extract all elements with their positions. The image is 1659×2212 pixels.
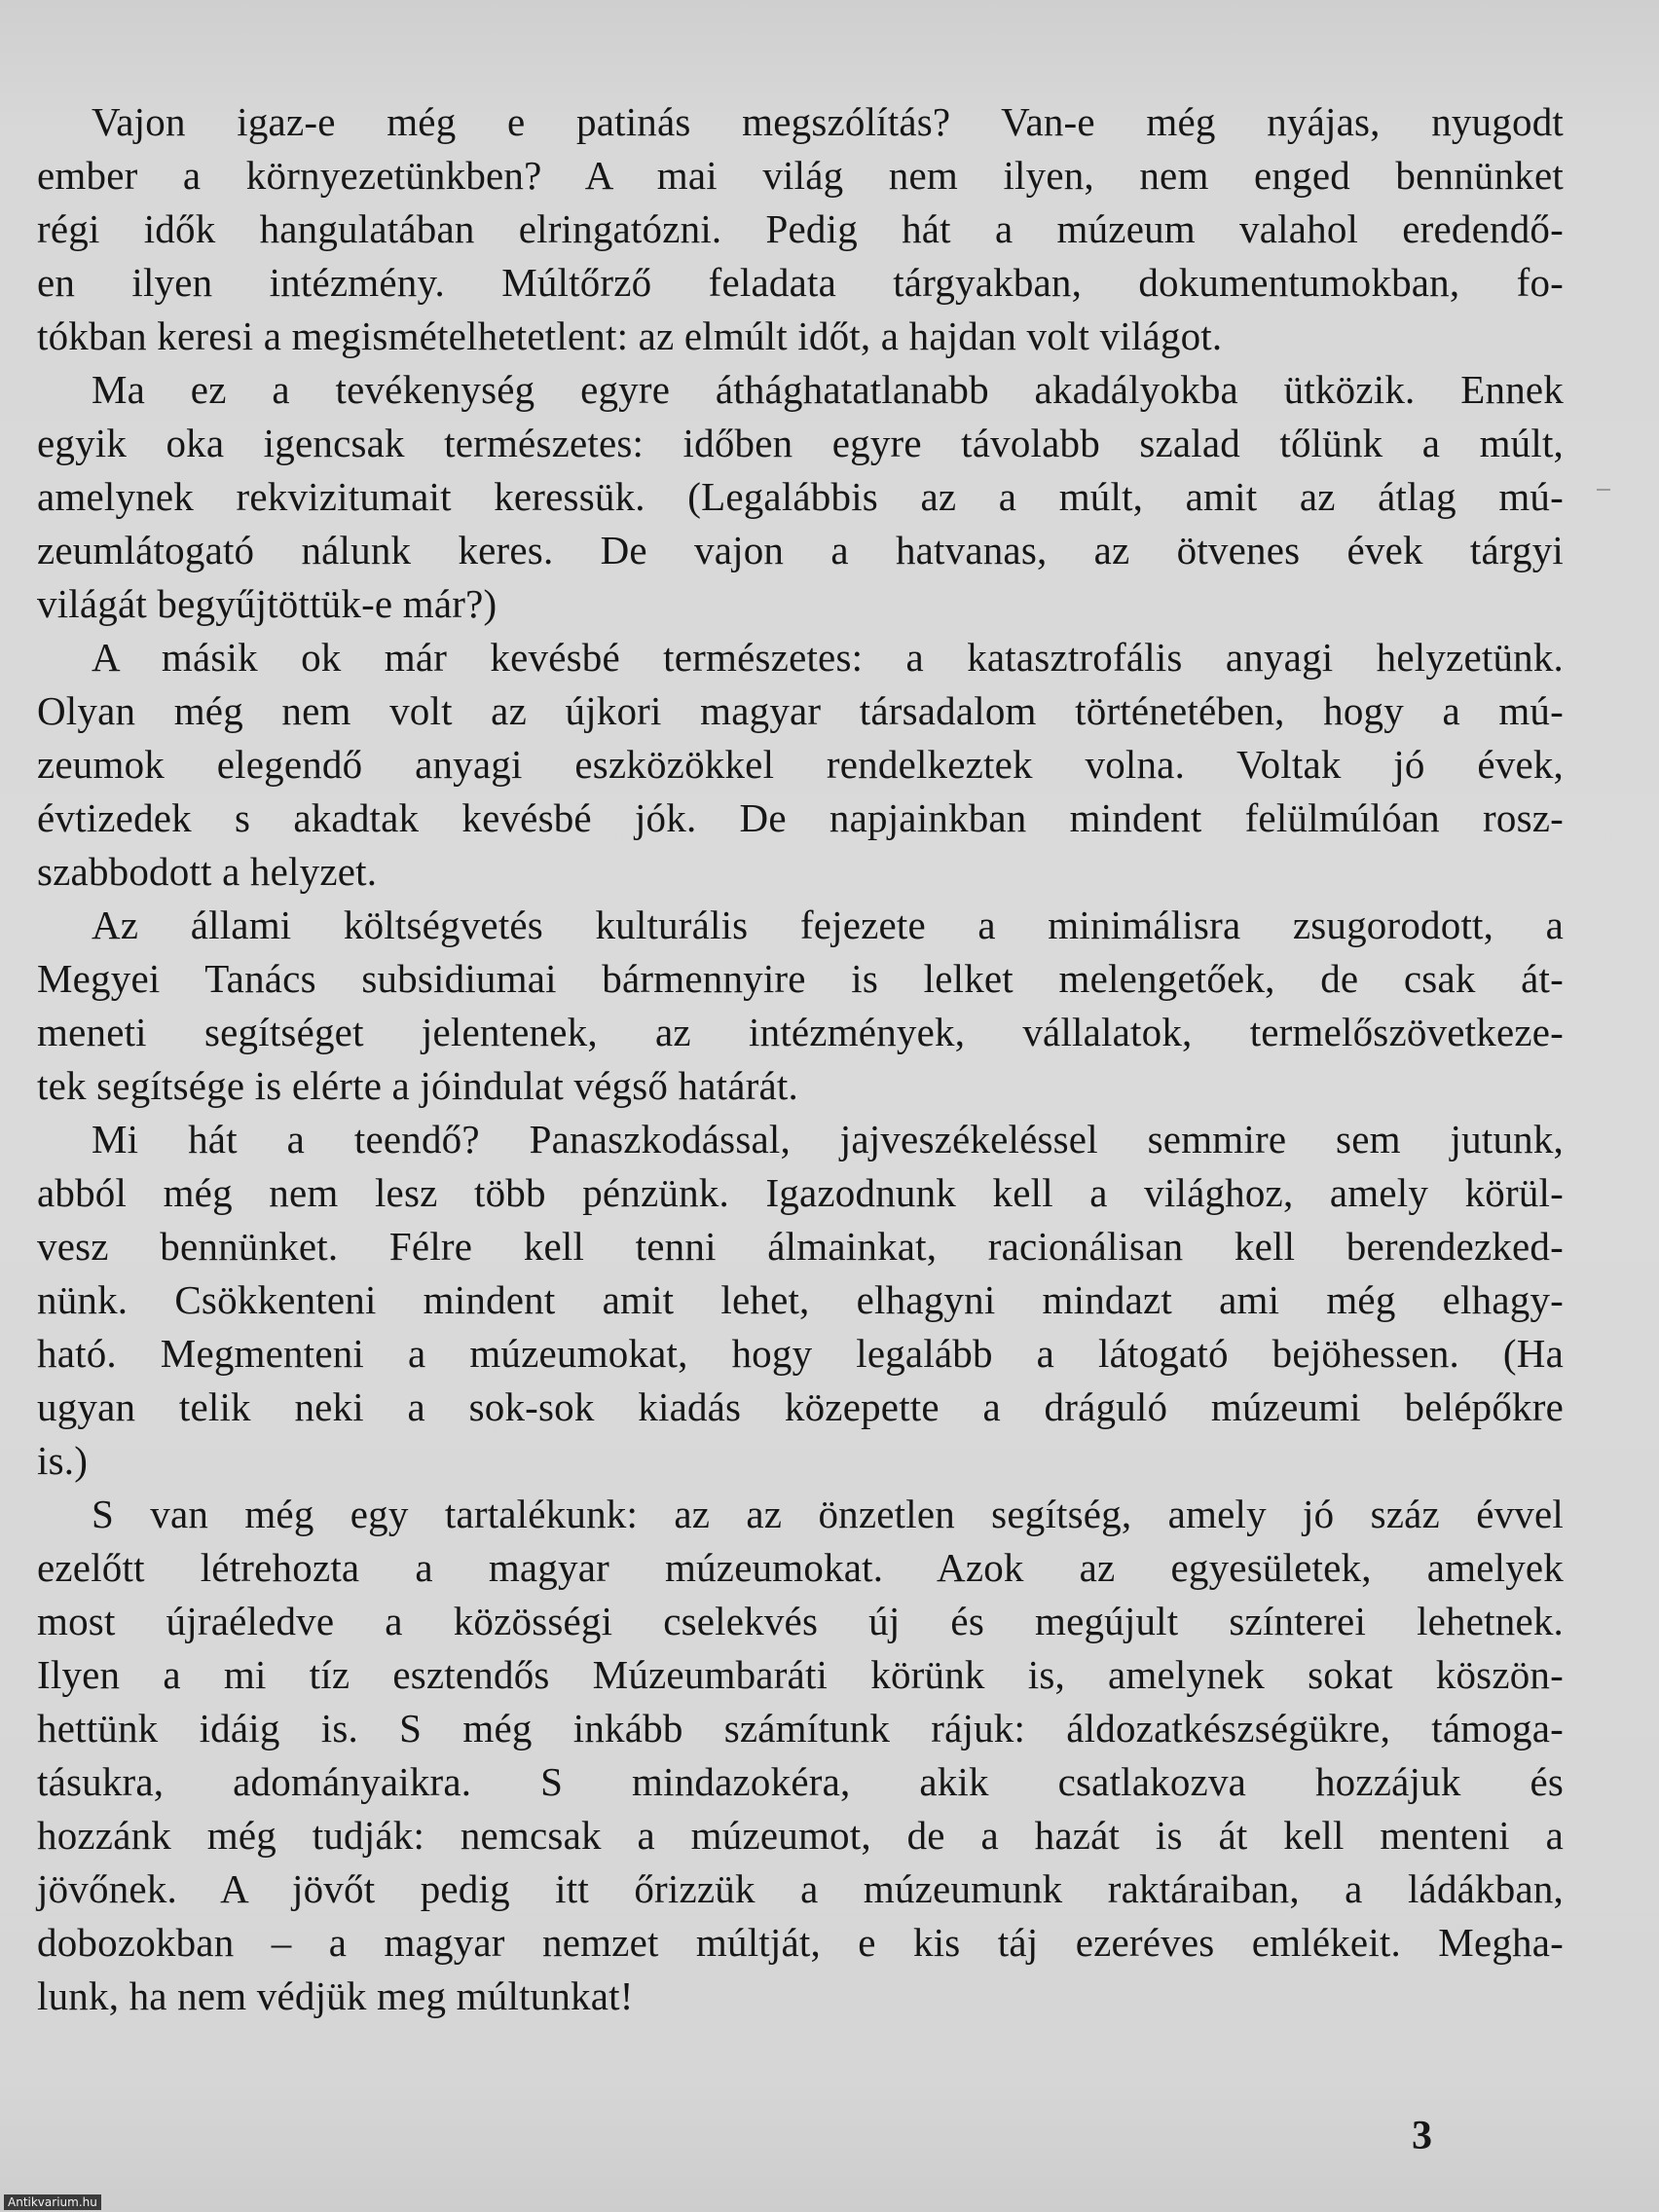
text-line: Megyei Tanács subsidiumai bármennyire is lelket melengetőek, de csak át- — [37, 956, 1564, 1001]
text-line: évtizedek s akadtak kevésbé jók. De napjainkban mindent felülmúlóan rosz- — [37, 795, 1564, 840]
text-line: tásukra, adományaikra. S mindazokéra, akik csatlakozva hozzájuk és — [37, 1759, 1564, 1804]
text-line: hettünk idáig is. S még inkább számítunk rájuk: áldozatkészségükre, támoga- — [37, 1706, 1564, 1751]
text-line: Az állami költségvetés kulturális fejezete a minimálisra zsugorodott, a — [92, 903, 1564, 947]
text-line: dobozokban – a magyar nemzet múltját, e kis táj ezeréves emlékeit. Megha- — [37, 1920, 1564, 1965]
text-line: abból még nem lesz több pénzünk. Igazodnunk kell a világhoz, amely körül- — [37, 1170, 1564, 1215]
text-line: most újraéledve a közösségi cselekvés új és megújult színterei lehetnek. — [37, 1599, 1564, 1643]
text-line: ugyan telik neki a sok-sok kiadás közepette a dráguló múzeumi belépőkre — [37, 1384, 1564, 1429]
text-line: zeumlátogató nálunk keres. De vajon a hatvanas, az ötvenes évek tárgyi — [37, 528, 1564, 572]
text-line: jövőnek. A jövőt pedig itt őrizzük a múzeumunk raktáraiban, a ládákban, — [37, 1866, 1564, 1911]
text-line: ember a környezetünkben? A mai világ nem ilyen, nem enged bennünket — [37, 153, 1564, 198]
text-line: ható. Megmenteni a múzeumokat, hogy legalább a látogató bejöhessen. (Ha — [37, 1331, 1564, 1376]
text-line: is.) — [37, 1438, 89, 1483]
text-line: Vajon igaz-e még e patinás megszólítás? Van-e még nyájas, nyugodt — [92, 99, 1564, 144]
text-line: tek segítsége is elérte a jóindulat végső határát. — [37, 1063, 798, 1108]
text-line: hozzánk még tudják: nemcsak a múzeumot, de a hazát is át kell menteni a — [37, 1813, 1564, 1858]
text-line: A másik ok már kevésbé természetes: a katasztrofális anyagi helyzetünk. — [92, 635, 1564, 680]
text-line: tókban keresi a megismételhetetlent: az elmúlt időt, a hajdan volt világot. — [37, 313, 1223, 358]
text-line: ezelőtt létrehozta a magyar múzeumokat. Azok az egyesületek, amelyek — [37, 1545, 1564, 1590]
page-number: 3 — [1412, 2114, 1432, 2158]
text-line: amelynek rekvizitumait keressük. (Legalábbis az a múlt, amit az átlag mú- — [37, 474, 1564, 519]
text-line: Mi hát a teendő? Panaszkodással, jajveszékeléssel semmire sem jutunk, — [92, 1117, 1564, 1161]
text-line: szabbodott a helyzet. — [37, 849, 378, 894]
text-line: Ma ez a tevékenység egyre áthághatatlanabb akadályokba ütközik. Ennek — [92, 367, 1564, 412]
watermark-label: Antikvarium.hu — [4, 2194, 101, 2210]
text-line: meneti segítséget jelentenek, az intézmények, vállalatok, termelőszövetkeze- — [37, 1010, 1564, 1054]
text-line: Olyan még nem volt az újkori magyar társadalom történetében, hogy a mú- — [37, 688, 1564, 733]
text-line: en ilyen intézmény. Múltőrző feladata tárgyakban, dokumentumokban, fo- — [37, 260, 1564, 305]
text-line: nünk. Csökkenteni mindent amit lehet, elhagyni mindazt ami még elhagy- — [37, 1277, 1564, 1322]
text-line: világát begyűjtöttük-e már?) — [37, 581, 498, 626]
text-line: Ilyen a mi tíz esztendős Múzeumbaráti körünk is, amelynek sokat köszön- — [37, 1652, 1564, 1697]
text-line: vesz bennünket. Félre kell tenni álmainkat, racionálisan kell berendezked- — [37, 1224, 1564, 1269]
body-text — [37, 95, 1564, 2023]
text-line: zeumok elegendő anyagi eszközökkel rendelkeztek volna. Voltak jó évek, — [37, 742, 1564, 787]
text-line: régi idők hangulatában elringatózni. Pedig hát a múzeum valahol eredendő- — [37, 206, 1564, 251]
text-line: lunk, ha nem védjük meg múltunkat! — [37, 1973, 634, 2018]
margin-mark — [1597, 489, 1610, 491]
text-line: egyik oka igencsak természetes: időben egyre távolabb szalad tőlünk a múlt, — [37, 421, 1564, 465]
text-line: S van még egy tartalékunk: az az önzetlen segítség, amely jó száz évvel — [92, 1492, 1564, 1536]
